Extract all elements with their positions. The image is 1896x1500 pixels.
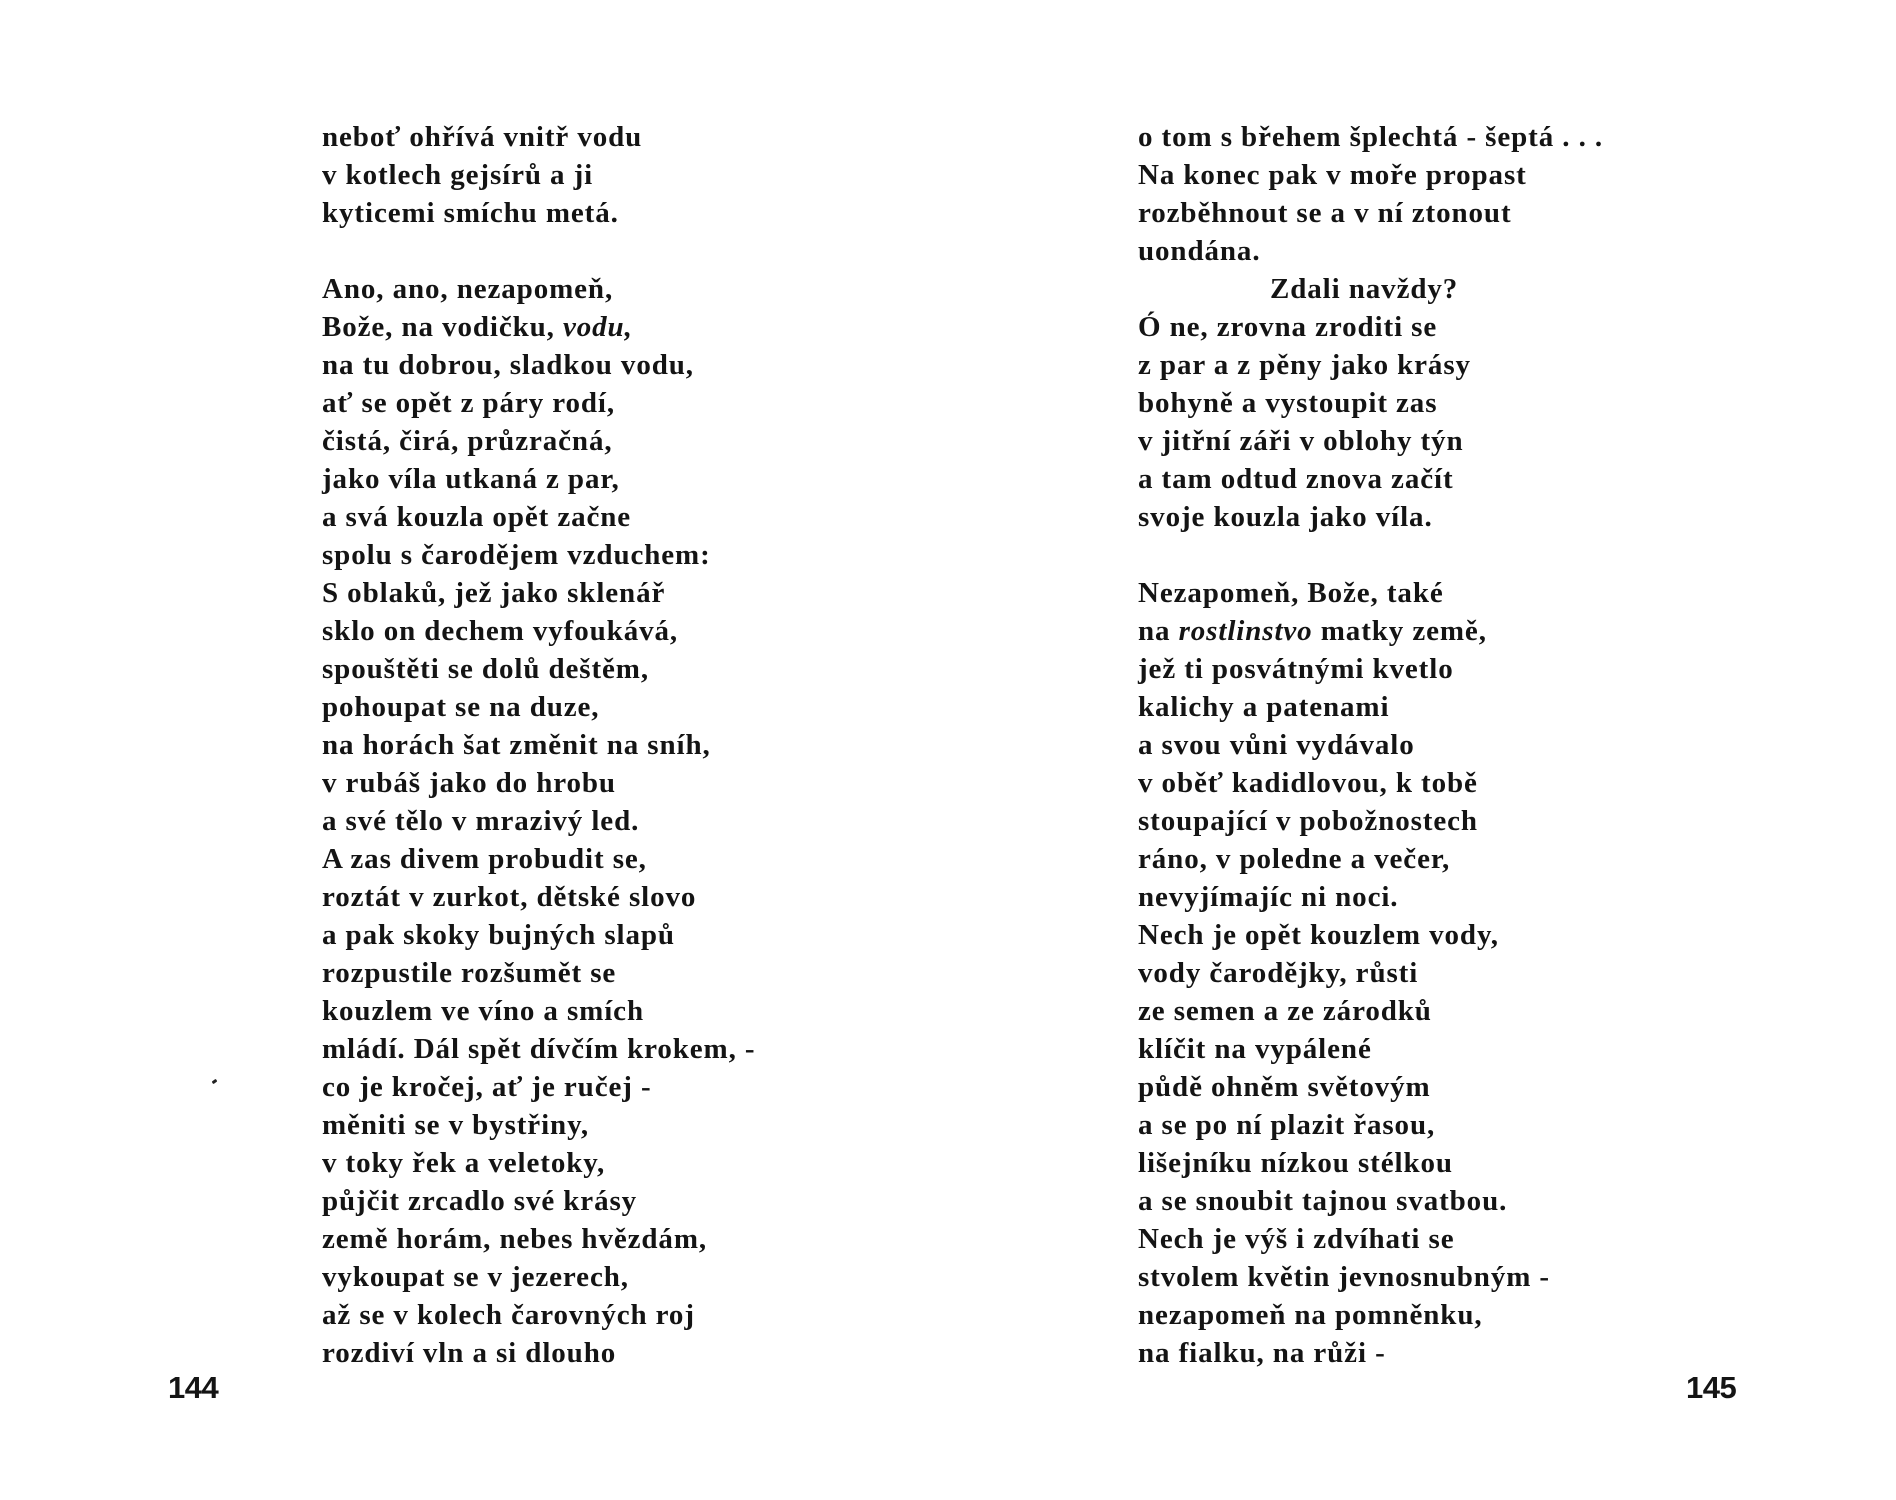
poem-line-indented: Zdali navždy? <box>1270 273 1459 305</box>
poem-line: Nech je opět kouzlem vody, <box>1138 919 1499 951</box>
poem-line: a své tělo v mrazivý led. <box>322 805 640 837</box>
poem-line: spolu s čarodějem vzduchem: <box>322 539 711 571</box>
right-stanza-2 <box>1138 574 1603 1372</box>
poem-line: uondána. <box>1138 235 1261 267</box>
poem-line: svoje kouzla jako víla. <box>1138 501 1433 533</box>
left-stanza-2 <box>322 270 755 1372</box>
poem-line: nezapomeň na pomněnku, <box>1138 1299 1483 1331</box>
poem-line: kouzlem ve víno a smích <box>322 995 644 1027</box>
poem-line: lišejníku nízkou stélkou <box>1138 1147 1453 1179</box>
poem-line: v rubáš jako do hrobu <box>322 767 616 799</box>
poem-line: země horám, nebes hvězdám, <box>322 1223 708 1255</box>
poem-line: v jitřní záři v oblohy týn <box>1138 425 1464 457</box>
poem-line: pohoupat se na duze, <box>322 691 600 723</box>
poem-line: a tam odtud znova začít <box>1138 463 1454 495</box>
poem-line: z par a z pěny jako krásy <box>1138 349 1471 381</box>
poem-line: mládí. Dál spět dívčím krokem, - <box>322 1033 756 1065</box>
poem-line: na horách šat změnit na sníh, <box>322 729 711 761</box>
poem-line: Na konec pak v moře propast <box>1138 159 1527 191</box>
poem-line: klíčit na vypálené <box>1138 1033 1372 1065</box>
left-stanza-1 <box>322 118 755 232</box>
poem-line: a svou vůni vydávalo <box>1138 729 1415 761</box>
poem-line: roztát v zurkot, dětské slovo <box>322 881 697 913</box>
poem-line: Nezapomeň, Bože, také <box>1138 577 1444 609</box>
poem-line: až se v kolech čarovných roj <box>322 1299 695 1331</box>
poem-line: neboť ohřívá vnitř vodu <box>322 121 643 153</box>
right-poem <box>1138 118 1603 1372</box>
poem-line: rozpustile rozšumět se <box>322 957 617 989</box>
poem-line: jako víla utkaná z par, <box>322 463 620 495</box>
poem-line: půdě ohněm světovým <box>1138 1071 1431 1103</box>
poem-line: v oběť kadidlovou, k tobě <box>1138 767 1478 799</box>
line-text: Bože, na vodičku, <box>322 311 563 343</box>
poem-line: ráno, v poledne a večer, <box>1138 843 1451 875</box>
poem-line: rozběhnout se a v ní ztonout <box>1138 197 1512 229</box>
poem-line: o tom s břehem šplechtá - šeptá . . . <box>1138 121 1604 153</box>
line-text: matky země, <box>1312 615 1487 647</box>
poem-line: měniti se v bystřiny, <box>322 1109 590 1141</box>
poem-line: a se po ní plazit řasou, <box>1138 1109 1436 1141</box>
poem-line: rozdiví vln a si dlouho <box>322 1337 617 1369</box>
poem-line-with-emphasis <box>1138 612 1603 650</box>
right-page <box>948 0 1896 1500</box>
right-stanza-1 <box>1138 118 1603 536</box>
page-number: 144 <box>168 1370 219 1405</box>
poem-line: ze semen a ze zárodků <box>1138 995 1432 1027</box>
poem-line: stvolem květin jevnosnubným - <box>1138 1261 1550 1293</box>
poem-line: jež ti posvátnými kvetlo <box>1138 653 1454 685</box>
stanza-break <box>322 232 755 270</box>
poem-line-with-emphasis <box>322 308 755 346</box>
poem-line: Nech je výš i zdvíhati se <box>1138 1223 1455 1255</box>
poem-line: A zas divem probudit se, <box>322 843 647 875</box>
poem-line: kalichy a patenami <box>1138 691 1390 723</box>
poem-line: stoupající v pobožnostech <box>1138 805 1478 837</box>
poem-line: bohyně a vystoupit zas <box>1138 387 1438 419</box>
poem-line: Ano, ano, nezapomeň, <box>322 273 614 305</box>
poem-line: vody čarodějky, růsti <box>1138 957 1419 989</box>
stanza-break <box>1138 536 1603 574</box>
poem-line: co je kročej, ať je ručej - <box>322 1071 652 1103</box>
poem-line: na tu dobrou, sladkou vodu, <box>322 349 694 381</box>
poem-line: Ó ne, zrovna zroditi se <box>1138 311 1438 343</box>
poem-line: spouštěti se dolů deštěm, <box>322 653 650 685</box>
italic-word: vodu, <box>562 311 633 343</box>
poem-line: ať se opět z páry rodí, <box>322 387 616 419</box>
poem-line: sklo on dechem vyfoukává, <box>322 615 679 647</box>
poem-line: v toky řek a veletoky, <box>322 1147 606 1179</box>
poem-line: nevyjímajíc ni noci. <box>1138 881 1399 913</box>
poem-line: a se snoubit tajnou svatbou. <box>1138 1185 1508 1217</box>
poem-line: kyticemi smíchu metá. <box>322 197 619 229</box>
poem-line: a svá kouzla opět začne <box>322 501 632 533</box>
poem-line: a pak skoky bujných slapů <box>322 919 675 951</box>
poem-line: vykoupat se v jezerech, <box>322 1261 629 1293</box>
line-text: na <box>1138 615 1179 647</box>
poem-line: v kotlech gejsírů a ji <box>322 159 594 191</box>
poem-line: čistá, čirá, průzračná, <box>322 425 613 457</box>
poem-line: na fialku, na růži - <box>1138 1337 1386 1369</box>
left-poem <box>322 118 755 1372</box>
italic-word: rostlinstvo <box>1178 615 1313 647</box>
page-number: 145 <box>1686 1370 1737 1405</box>
poem-line: S oblaků, jež jako sklenář <box>322 577 666 609</box>
ink-speck <box>212 1079 218 1084</box>
poem-line: půjčit zrcadlo své krásy <box>322 1185 638 1217</box>
